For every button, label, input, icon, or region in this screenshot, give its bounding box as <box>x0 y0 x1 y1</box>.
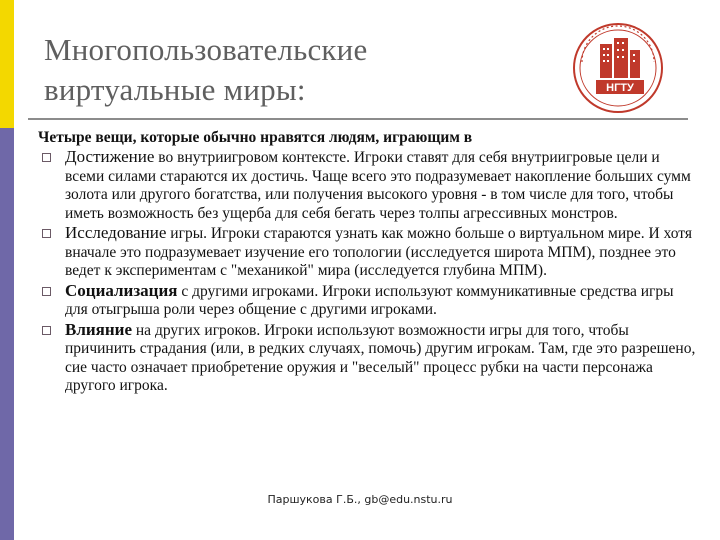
item-lead: Влияние <box>65 319 133 339</box>
item-text: игры. Игроки стараются узнать как можно больше о виртуальном мире. И хотя вначале это подразумевает изучение его топологии (исследуется широта МПМ), позднее это ведет к экспериментам с "механикой" мира (исследуется глубина МПМ). <box>65 225 692 279</box>
list-item <box>38 282 698 320</box>
bullet-square-icon <box>42 326 51 335</box>
title-line-2: виртуальные миры: <box>44 72 306 107</box>
intro-text: Четыре вещи, которые обычно нравятся людям, играющим в <box>38 129 473 146</box>
list-item <box>38 321 698 396</box>
accent-bar-purple <box>0 128 14 540</box>
bullet-square-icon <box>42 229 51 238</box>
accent-bar-yellow <box>0 0 14 128</box>
logo-text: НГТУ <box>606 82 634 94</box>
slide-title <box>44 30 524 110</box>
bullet-square-icon <box>42 287 51 296</box>
item-lead: Достижение <box>65 147 155 166</box>
university-logo-icon <box>572 22 664 114</box>
list-item <box>38 224 698 281</box>
item-lead: Социализация <box>65 280 178 300</box>
list-item <box>38 148 698 223</box>
item-text: с другими игроками. Игроки используют коммуникативные средства игры для отыгрыша роли через общение с другими игроками. <box>65 282 674 318</box>
slide-footer: Паршукова Г.Б., gb@edu.nstu.ru <box>267 493 453 506</box>
slide-body <box>38 128 698 397</box>
title-line-1: Многопользовательские <box>44 32 368 67</box>
item-text: во внутриигровом контексте. Игроки ставят для себя внутриигровые цели и всеми силами стараются их достичь. Чаще всего это подразумевает накопление больших сумм золота или другого богатства, или получения высокого уровня - в том числе для того, чтобы иметь возможность без ущерба для себя бегать через толпы агрессивных монстров. <box>65 149 691 222</box>
title-divider <box>28 118 688 120</box>
item-lead: Исследование <box>65 223 167 242</box>
bullet-square-icon <box>42 153 51 162</box>
item-text: на других игроков. Игроки используют возможности игры для того, чтобы причинить страдания (или, в редких случаях, помочь) другим игрокам. Там, где это разрешено, сие часто означает приобретение оружия и "веселый" процесс рубки на части персонажа другого игрока. <box>65 321 696 394</box>
